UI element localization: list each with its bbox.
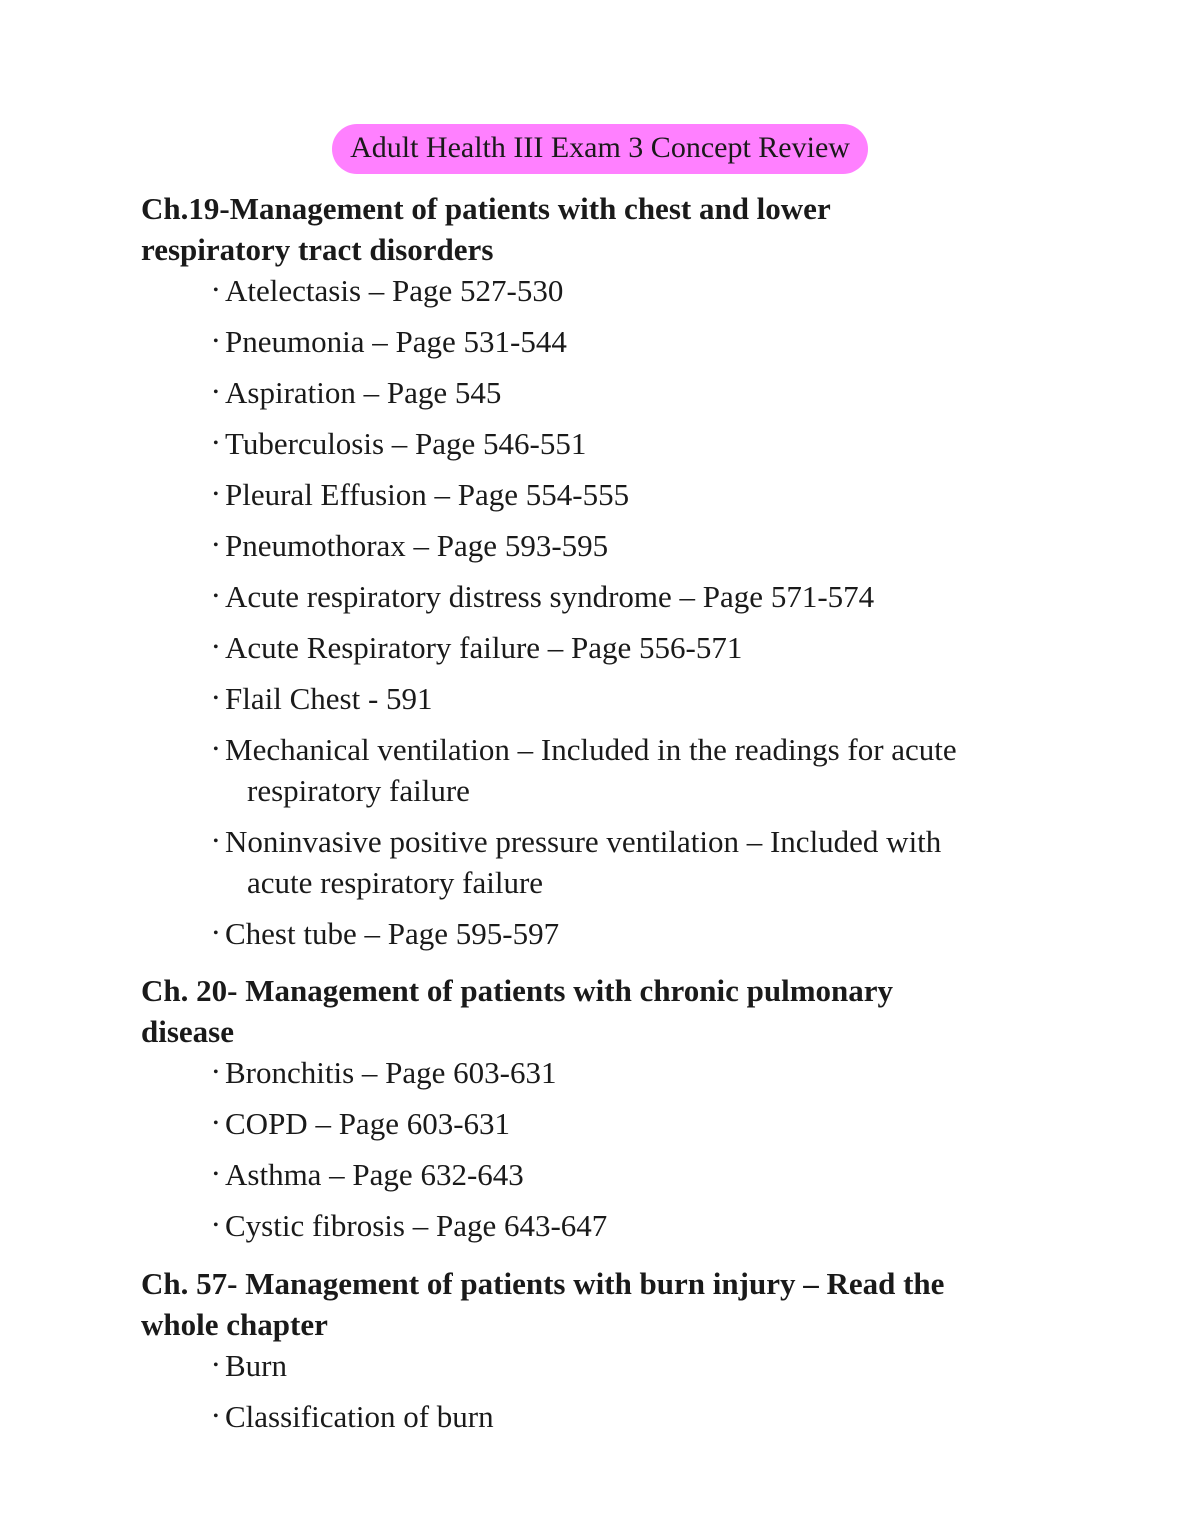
- list-item-text: Atelectasis – Page 527-530: [225, 273, 564, 308]
- bullet-icon: •: [213, 333, 219, 350]
- list-item: [213, 627, 1081, 668]
- list-item-text: Tuberculosis – Page 546-551: [225, 426, 587, 461]
- bullet-icon: •: [213, 1166, 219, 1183]
- bullet-icon: •: [213, 486, 219, 503]
- section-heading: [141, 188, 1081, 270]
- bullet-icon: •: [213, 537, 219, 554]
- bullet-icon: •: [213, 1115, 219, 1132]
- list-item-text: Pneumonia – Page 531-544: [225, 324, 567, 359]
- bullet-icon: •: [213, 1408, 219, 1425]
- list-item: [213, 1154, 1081, 1195]
- bullet-icon: •: [213, 1217, 219, 1234]
- list-item-text-continued: acute respiratory failure: [247, 865, 544, 900]
- list-item-text: Aspiration – Page 545: [225, 375, 502, 410]
- list-item: [213, 576, 1081, 617]
- list-item-text: Cystic fibrosis – Page 643-647: [225, 1208, 608, 1243]
- section-heading-line: Ch. 57- Management of patients with burn injury – Read the: [141, 1266, 945, 1301]
- topic-list: [141, 1345, 1081, 1437]
- bullet-icon: •: [213, 690, 219, 707]
- section-ch19: [141, 188, 1081, 964]
- list-item: [213, 1345, 1081, 1386]
- bullet-icon: •: [213, 925, 219, 942]
- section-heading-line: Ch. 20- Management of patients with chronic pulmonary: [141, 973, 894, 1008]
- list-item: [213, 729, 1081, 811]
- section-heading: [141, 1263, 1081, 1345]
- list-item-text: Pneumothorax – Page 593-595: [225, 528, 609, 563]
- list-item-text: Acute respiratory distress syndrome – Page 571-574: [225, 579, 875, 614]
- list-item: [213, 372, 1081, 413]
- bullet-icon: •: [213, 384, 219, 401]
- list-item: [213, 270, 1081, 311]
- list-item: [213, 1103, 1081, 1144]
- topic-list: [141, 270, 1081, 954]
- bullet-icon: •: [213, 588, 219, 605]
- bullet-icon: •: [213, 833, 219, 850]
- list-item-text: Noninvasive positive pressure ventilation – Included with: [225, 824, 942, 859]
- page-title: Adult Health III Exam 3 Concept Review: [332, 124, 868, 174]
- list-item: [213, 1396, 1081, 1437]
- title-container: [0, 124, 1200, 174]
- list-item: [213, 474, 1081, 515]
- topic-list: [141, 1052, 1081, 1246]
- list-item: [213, 1052, 1081, 1093]
- list-item: [213, 525, 1081, 566]
- section-heading-line: whole chapter: [141, 1307, 328, 1342]
- list-item-text: Asthma – Page 632-643: [225, 1157, 524, 1192]
- list-item-text: Flail Chest - 591: [225, 681, 433, 716]
- bullet-icon: •: [213, 1064, 219, 1081]
- list-item: [213, 678, 1081, 719]
- list-item-text: Classification of burn: [225, 1399, 494, 1434]
- list-item-text: Bronchitis – Page 603-631: [225, 1055, 557, 1090]
- section-heading-line: respiratory tract disorders: [141, 232, 494, 267]
- list-item: [213, 423, 1081, 464]
- bullet-icon: •: [213, 741, 219, 758]
- section-ch57: [141, 1263, 1081, 1447]
- list-item: [213, 913, 1081, 954]
- list-item-text: Burn: [225, 1348, 287, 1383]
- list-item-text-continued: respiratory failure: [247, 773, 470, 808]
- list-item: [213, 1205, 1081, 1246]
- list-item-text: COPD – Page 603-631: [225, 1106, 511, 1141]
- list-item-text: Acute Respiratory failure – Page 556-571: [225, 630, 743, 665]
- section-heading-line: Ch.19-Management of patients with chest and lower: [141, 191, 831, 226]
- section-heading: [141, 970, 1081, 1052]
- section-ch20: [141, 970, 1081, 1256]
- list-item-text: Chest tube – Page 595-597: [225, 916, 560, 951]
- bullet-icon: •: [213, 1357, 219, 1374]
- list-item-text: Pleural Effusion – Page 554-555: [225, 477, 630, 512]
- bullet-icon: •: [213, 282, 219, 299]
- section-heading-line: disease: [141, 1014, 234, 1049]
- list-item: [213, 821, 1081, 903]
- bullet-icon: •: [213, 435, 219, 452]
- bullet-icon: •: [213, 639, 219, 656]
- list-item-text: Mechanical ventilation – Included in the readings for acute: [225, 732, 957, 767]
- list-item: [213, 321, 1081, 362]
